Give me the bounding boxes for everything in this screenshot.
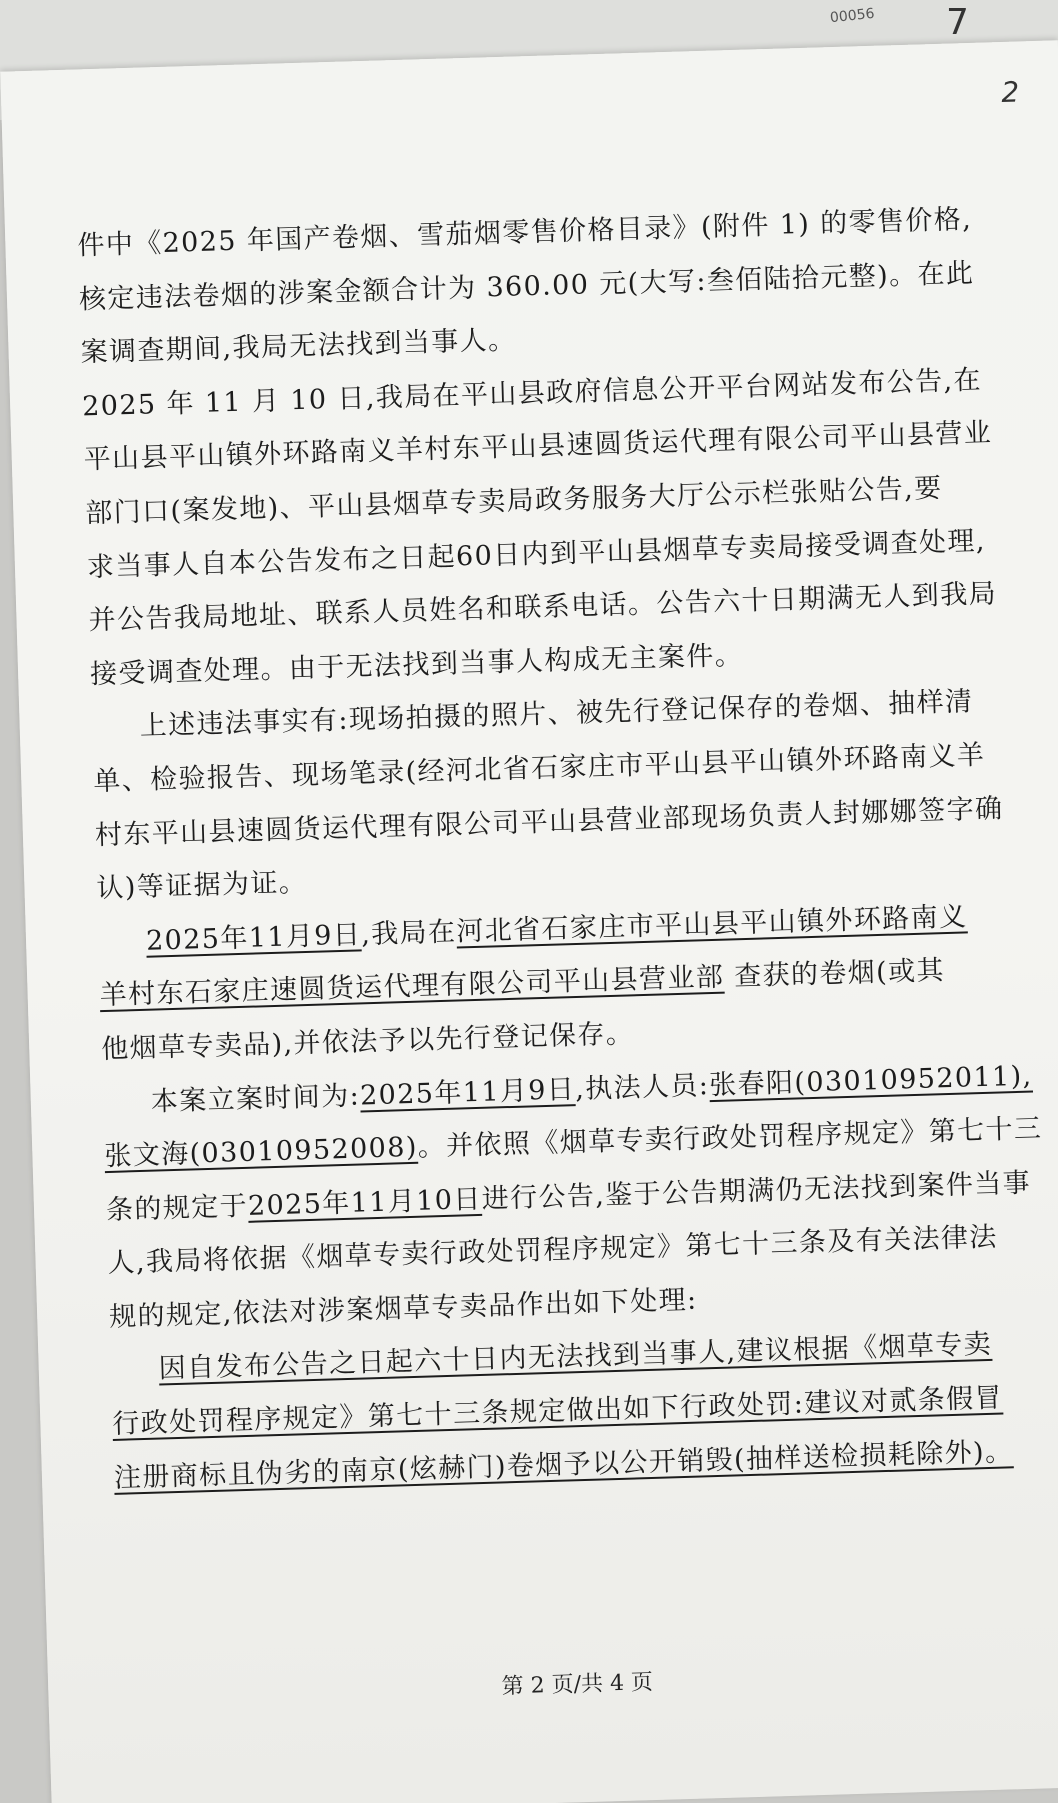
text-line: 件中《2025 年国产卷烟、雪茄烟零售价格目录》(附件 1) 的零售价格, xyxy=(76,203,973,262)
text-line: 他烟草专卖品),并依法予以先行登记保存。 xyxy=(100,1018,635,1066)
officer-1: 张春阳(03010952011), xyxy=(708,1060,1033,1101)
text-line: 案调查期间,我局无法找到当事人。 xyxy=(80,324,517,369)
underlying-sheet-mark: 7 xyxy=(946,2,969,43)
text-line: 规的规定,依法对涉案烟草专卖品作出如下处理: xyxy=(108,1284,698,1333)
decision-text: 因自发布公告之日起六十日内无法找到当事人,建议根据《烟草专卖 xyxy=(158,1329,993,1386)
text-line: 核定违法卷烟的涉案金额合计为 360.00 元(大写:叁佰陆拾元整)。在此 xyxy=(78,257,975,316)
text-line: 认)等证据为证。 xyxy=(96,867,308,905)
text-line: 接受调查处理。由于无法找到当事人构成无主案件。 xyxy=(89,639,744,691)
text-line: 上述违法事实有:现场拍摄的照片、被先行登记保存的卷烟、抽样清 xyxy=(139,686,974,743)
text-span: 进行公告,鉴于公告期满仍无法找到案件当事 xyxy=(481,1167,1032,1215)
seizure-location: 河北省石家庄市平山县平山镇外环路南义 xyxy=(455,901,968,948)
text-span: ,我局在 xyxy=(360,916,457,951)
text-span: ,执法人员: xyxy=(574,1069,710,1105)
text-span: 本案立案时间为: xyxy=(150,1079,361,1118)
text-line: 单、检验报告、现场笔录(经河北省石家庄市平山县平山镇外环路南义羊 xyxy=(92,739,986,798)
underlying-sheet-number: 00056 xyxy=(829,5,876,27)
text-line: 2025 年 11 月 10 日,我局在平山县政府信息公开平台网站发布公告,在 xyxy=(81,364,983,423)
seizure-date: 2025年11月9日 xyxy=(145,919,362,957)
text-span: 条的规定于 xyxy=(105,1190,249,1226)
notice-date: 2025年11月10日 xyxy=(247,1183,483,1222)
document-body xyxy=(77,191,1058,1505)
text-span: 查获的卷烟(或其 xyxy=(723,955,946,993)
decision-text: 注册商标且伪劣的南京(炫赫门)卷烟予以公开销毁(抽样送检损耗除外)。 xyxy=(113,1435,1014,1494)
filing-date: 2025年11月9日 xyxy=(359,1073,576,1111)
document-page xyxy=(0,40,1058,1803)
text-line: 并公告我局地址、联系人员姓名和联系电话。公告六十日期满无人到我局 xyxy=(88,578,998,637)
seizure-location-cont: 羊村东石家庄速圆货运代理有限公司平山县营业部 xyxy=(99,961,725,1012)
text-line: 人,我局将依据《烟草专卖行政处罚程序规定》第七十三条及有关法律法 xyxy=(107,1221,999,1280)
page-indicator: 第 2 页/共 4 页 xyxy=(501,1670,654,1700)
text-line: 村东平山县速圆货运代理有限公司平山县营业部现场负责人封娜娜签字确 xyxy=(94,792,1004,851)
text-line: 平山县平山镇外环路南义羊村东平山县速圆货运代理有限公司平山县营业 xyxy=(83,417,993,476)
text-span: 。并依照《烟草专卖行政处罚程序规定》第七十三 xyxy=(417,1113,1043,1163)
text-line: 部门口(案发地)、平山县烟草专卖局政务服务大厅公示栏张贴公告,要 xyxy=(84,472,943,530)
officer-2: 张文海(03010952008) xyxy=(104,1131,419,1173)
handwritten-page-number: 2 xyxy=(1000,75,1020,109)
text-line: 求当事人自本公告发布之日起60日内到平山县烟草专卖局接受调查处理, xyxy=(86,525,987,583)
decision-text: 行政处罚程序规定》第七十三条规定做出如下行政处罚:建议对贰条假冒 xyxy=(111,1382,1004,1441)
